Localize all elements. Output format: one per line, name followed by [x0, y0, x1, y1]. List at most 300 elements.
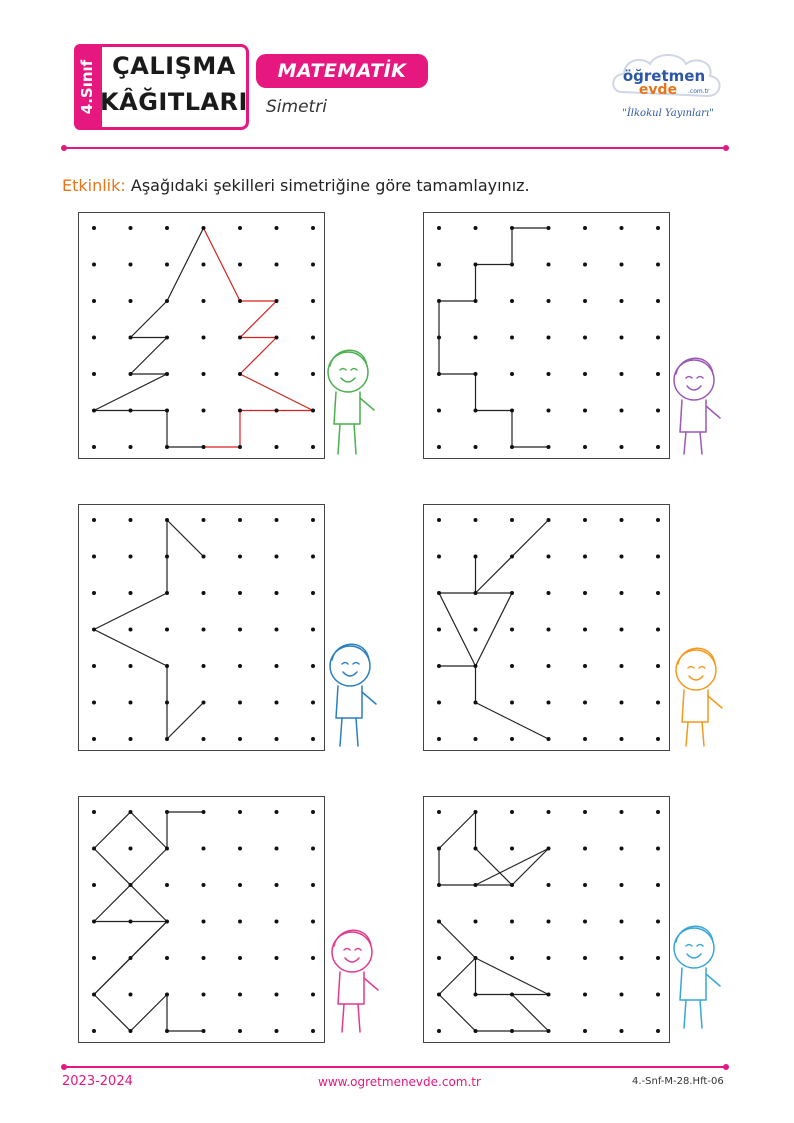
footer-dot-left [61, 1064, 67, 1070]
grid-dot [510, 628, 514, 632]
grid-dot [510, 226, 514, 230]
grid-dot [311, 226, 315, 230]
grid-dot [583, 810, 587, 814]
grid-dot [311, 993, 315, 997]
grid-dot [311, 555, 315, 559]
grid-dot [129, 810, 133, 814]
kid-legs [684, 432, 702, 454]
grid-dot [474, 372, 478, 376]
grid-dot [474, 956, 478, 960]
kid-illustration-4 [664, 640, 728, 752]
logo-text-1: öğretmen [622, 67, 706, 85]
grid-dot [510, 737, 514, 741]
grid-dot [311, 920, 315, 924]
grid-dot [510, 1029, 514, 1033]
logo-tagline: "İlkokul Yayınları" [622, 108, 714, 119]
grid-dot [165, 518, 169, 522]
instruction-label: Etkinlik: [62, 176, 126, 195]
grid-dot [92, 226, 96, 230]
grid-dot [238, 920, 242, 924]
grid-dot [238, 810, 242, 814]
grid-dot [275, 883, 279, 887]
grid-dot [474, 701, 478, 705]
grid-dot [656, 226, 660, 230]
grid-dot [437, 409, 441, 413]
grid-dot [474, 810, 478, 814]
grid-dot [437, 701, 441, 705]
grid-dot [510, 664, 514, 668]
grid-dot [510, 810, 514, 814]
grid-dot [656, 372, 660, 376]
publisher-logo [608, 48, 726, 122]
grid-panel-star-right [423, 504, 670, 751]
grid-dot [656, 1029, 660, 1033]
grid-dot [510, 993, 514, 997]
grid-dot [238, 847, 242, 851]
grid-dot [547, 445, 551, 449]
grid-dot [238, 883, 242, 887]
grid-dot [547, 518, 551, 522]
grid-dot [202, 591, 206, 595]
grid-dot [129, 993, 133, 997]
grid-dot [275, 372, 279, 376]
grid-dot [92, 883, 96, 887]
grid-dot [92, 409, 96, 413]
grid-dot [656, 810, 660, 814]
grid-dot [129, 299, 133, 303]
grid-panel-stairs [423, 212, 670, 459]
grid-panel-arrows-left [78, 796, 325, 1043]
footer-dot-right [723, 1064, 729, 1070]
grid-dot [275, 591, 279, 595]
grid-dot [165, 591, 169, 595]
grid-dot [437, 737, 441, 741]
grid-dot [510, 883, 514, 887]
grid-dot [547, 810, 551, 814]
grid-dot [202, 883, 206, 887]
grid-dot [474, 518, 478, 522]
grid-dot [547, 701, 551, 705]
grid-dot [129, 737, 133, 741]
grid-dot [583, 956, 587, 960]
grid-dot [474, 628, 478, 632]
grid-dot [202, 993, 206, 997]
grid-dot [275, 993, 279, 997]
grid-dot [238, 591, 242, 595]
grid-dot [311, 263, 315, 267]
grid-dot [202, 956, 206, 960]
kid-body [336, 686, 362, 718]
grid-dot [437, 920, 441, 924]
grid-dot [547, 1029, 551, 1033]
grid-dot [437, 883, 441, 887]
grid-dot [656, 920, 660, 924]
grid-dot [311, 1029, 315, 1033]
grid-dot [202, 226, 206, 230]
grid-dot [92, 810, 96, 814]
grid-dot [474, 336, 478, 340]
grid-dot [202, 555, 206, 559]
grid-dot [311, 847, 315, 851]
grid-dot [547, 847, 551, 851]
grade-label: 4.Sınıf [78, 59, 96, 115]
grid-dot [620, 555, 624, 559]
grid-dot [238, 372, 242, 376]
grid-dot [275, 737, 279, 741]
kid-eyes [344, 949, 361, 951]
grid-dot [311, 883, 315, 887]
grid-panel-tree [78, 212, 325, 459]
grid-dot [202, 299, 206, 303]
instruction [62, 176, 530, 195]
grid-dot [547, 226, 551, 230]
grid-dot [583, 1029, 587, 1033]
grid-dot [656, 518, 660, 522]
grid-dot [620, 628, 624, 632]
grid-dot [620, 445, 624, 449]
grid-frame [79, 797, 325, 1043]
grid-dot [202, 628, 206, 632]
grid-dot [474, 664, 478, 668]
footer-code: 4.-Snf-M-28.Hft-06 [632, 1076, 724, 1087]
kid-body [680, 968, 706, 1000]
kid-body [334, 392, 360, 424]
grid-dot [510, 518, 514, 522]
grid-dot [583, 263, 587, 267]
grid-dot [275, 628, 279, 632]
grid-dot [92, 336, 96, 340]
grid-dot [238, 336, 242, 340]
grid-dot [474, 883, 478, 887]
kid-legs [684, 1000, 702, 1028]
grid-dot [474, 920, 478, 924]
grid-dot [656, 628, 660, 632]
kid-arm [708, 696, 722, 708]
grid-dot [474, 226, 478, 230]
topic-label: Simetri [266, 97, 327, 117]
grid-frame [424, 213, 670, 459]
grid-dot [437, 226, 441, 230]
kid-legs [340, 718, 358, 746]
grid-dot [92, 299, 96, 303]
kid-eyes [686, 377, 703, 379]
grid-dot [311, 409, 315, 413]
grid-dot [129, 445, 133, 449]
grid-dot [656, 591, 660, 595]
grid-dot [238, 664, 242, 668]
grid-dot [620, 591, 624, 595]
grid-dot [92, 518, 96, 522]
grid-dot [92, 445, 96, 449]
grid-dot [656, 956, 660, 960]
grid-dot [547, 737, 551, 741]
grid-dot [238, 226, 242, 230]
grid-dot [165, 920, 169, 924]
kid-arm [706, 406, 720, 418]
grid-dot [620, 372, 624, 376]
kid-eyes [688, 667, 705, 669]
grid-dot [620, 263, 624, 267]
grid-dot [547, 299, 551, 303]
grid-dot [474, 555, 478, 559]
grid-dot [547, 263, 551, 267]
header-divider [64, 147, 728, 149]
grid-dot [474, 445, 478, 449]
grid-dot [583, 628, 587, 632]
kid-body [682, 690, 708, 722]
grid-dot [437, 664, 441, 668]
kid-body [338, 972, 364, 1004]
grid-dot [129, 372, 133, 376]
grid-dot [583, 847, 587, 851]
grid-dot [474, 847, 478, 851]
grid-dot [510, 920, 514, 924]
grid-dot [437, 956, 441, 960]
grid-dot [510, 299, 514, 303]
instruction-text: Aşağıdaki şekilleri simetriğine göre tamamlayınız. [130, 176, 530, 195]
grid-dot [547, 409, 551, 413]
grid-dot [92, 263, 96, 267]
grid-dot [92, 956, 96, 960]
grid-dot [202, 664, 206, 668]
grid-dot [202, 701, 206, 705]
kid-smile [341, 378, 355, 382]
grid-dot [583, 993, 587, 997]
grid-dot [165, 810, 169, 814]
grid-dot [92, 372, 96, 376]
grid-dot [165, 226, 169, 230]
grid-dot [92, 847, 96, 851]
grid-panel-star-left [78, 504, 325, 751]
grid-dot [620, 409, 624, 413]
grid-dot [129, 628, 133, 632]
grid-dot [311, 810, 315, 814]
grid-dot [165, 737, 169, 741]
grid-dot [547, 591, 551, 595]
grid-dot [129, 591, 133, 595]
grid-dot [510, 956, 514, 960]
grid-dot [238, 956, 242, 960]
grid-dot [656, 701, 660, 705]
grid-dot [437, 847, 441, 851]
grid-dot [583, 737, 587, 741]
kid-smile [343, 672, 357, 676]
grid-dot [583, 555, 587, 559]
grid-dot [583, 299, 587, 303]
grid-dot [547, 993, 551, 997]
grid-dot [129, 701, 133, 705]
grid-dot [275, 664, 279, 668]
grid-dot [202, 445, 206, 449]
grid-dot [202, 263, 206, 267]
kid-eyes [342, 663, 359, 665]
grid-dot [165, 372, 169, 376]
grid-dot [165, 263, 169, 267]
grid-dot [311, 664, 315, 668]
grid-dot [510, 409, 514, 413]
subject-badge [256, 54, 428, 88]
grid-dot [238, 299, 242, 303]
kid-illustration-3 [320, 636, 380, 752]
grid-dot [238, 555, 242, 559]
grid-dot [656, 409, 660, 413]
grid-dot [656, 336, 660, 340]
grid-dot [202, 737, 206, 741]
kid-smile [345, 958, 359, 962]
grid-dot [275, 810, 279, 814]
grid-dot [620, 336, 624, 340]
grid-dot [510, 591, 514, 595]
grid-dot [238, 445, 242, 449]
grid-dot [129, 664, 133, 668]
grid-dot [275, 847, 279, 851]
kid-legs [342, 1004, 360, 1032]
grid-frame [424, 505, 670, 751]
kid-legs [686, 722, 704, 746]
grid-dot [620, 810, 624, 814]
grid-dot [583, 336, 587, 340]
grid-dot [656, 445, 660, 449]
grid-dot [620, 518, 624, 522]
grid-dot [275, 226, 279, 230]
grid-dot [238, 737, 242, 741]
grid-dot [583, 372, 587, 376]
grid-dot [129, 1029, 133, 1033]
kid-illustration-1 [318, 342, 378, 460]
kid-arm [706, 974, 720, 986]
grid-dot [583, 664, 587, 668]
grid-dot [437, 518, 441, 522]
grid-dot [92, 701, 96, 705]
grid-dot [474, 591, 478, 595]
subject-label: MATEMATİK [277, 60, 407, 82]
grid-dot [202, 372, 206, 376]
grid-dot [202, 518, 206, 522]
grid-dot [510, 263, 514, 267]
grid-dot [238, 701, 242, 705]
footer-year: 2023-2024 [62, 1074, 133, 1089]
grid-dot [510, 847, 514, 851]
grid-dot [311, 299, 315, 303]
grid-dot [547, 336, 551, 340]
grid-dot [547, 883, 551, 887]
grid-dot [656, 737, 660, 741]
grid-dot [165, 956, 169, 960]
grid-dot [202, 1029, 206, 1033]
grid-dot [510, 336, 514, 340]
grid-dot [275, 555, 279, 559]
kid-illustration-5 [320, 922, 384, 1038]
kid-arm [364, 978, 378, 990]
grade-label-box [74, 44, 100, 130]
kid-legs [338, 424, 356, 454]
grid-dot [620, 664, 624, 668]
title-line-2: KÂĞITLARI [100, 88, 248, 116]
grid-dot [311, 591, 315, 595]
grid-dot [129, 920, 133, 924]
grid-dot [275, 409, 279, 413]
grid-dot [238, 263, 242, 267]
grid-dot [474, 993, 478, 997]
grid-dot [165, 409, 169, 413]
grid-dot [547, 664, 551, 668]
kid-smile [687, 386, 701, 390]
grid-dot [311, 518, 315, 522]
grid-dot [92, 591, 96, 595]
kid-illustration-2 [664, 350, 724, 460]
grid-dot [510, 555, 514, 559]
grid-dot [437, 445, 441, 449]
grid-dot [510, 701, 514, 705]
grid-dot [656, 847, 660, 851]
grid-dot [311, 956, 315, 960]
grid-dot [129, 883, 133, 887]
grid-dot [238, 628, 242, 632]
grid-dot [129, 409, 133, 413]
grid-dot [474, 737, 478, 741]
kid-eyes [686, 945, 703, 947]
grid-dot [92, 664, 96, 668]
grid-frame [424, 797, 670, 1043]
grid-dot [620, 883, 624, 887]
grid-dot [474, 409, 478, 413]
grid-frame [79, 505, 325, 751]
grid-dot [547, 628, 551, 632]
grid-dot [275, 518, 279, 522]
grid-dot [474, 299, 478, 303]
grid-dot [510, 372, 514, 376]
divider-dot-left [61, 145, 67, 151]
grid-dot [275, 956, 279, 960]
grid-dot [620, 1029, 624, 1033]
grid-dot [311, 628, 315, 632]
grid-dot [202, 409, 206, 413]
divider-dot-right [723, 145, 729, 151]
grid-dot [583, 518, 587, 522]
grid-dot [275, 445, 279, 449]
grid-dot [437, 810, 441, 814]
grid-dot [129, 263, 133, 267]
grid-dot [583, 226, 587, 230]
grid-dot [165, 664, 169, 668]
grid-dot [583, 445, 587, 449]
grid-dot [311, 372, 315, 376]
grid-dot [165, 993, 169, 997]
grid-dot [437, 555, 441, 559]
grid-dot [583, 409, 587, 413]
grid-dot [547, 920, 551, 924]
grid-dot [275, 701, 279, 705]
grid-dot [311, 737, 315, 741]
grid-dot [165, 336, 169, 340]
footer-website[interactable]: www.ogretmenevde.com.tr [318, 1075, 481, 1089]
grid-dot [437, 336, 441, 340]
grid-dot [275, 263, 279, 267]
grid-dot [547, 372, 551, 376]
grid-dot [311, 445, 315, 449]
grid-dot [311, 701, 315, 705]
footer-divider [64, 1066, 728, 1068]
grid-dot [165, 883, 169, 887]
grid-dot [129, 226, 133, 230]
grid-dot [129, 336, 133, 340]
grid-dot [437, 299, 441, 303]
grid-dot [165, 628, 169, 632]
grid-dot [129, 555, 133, 559]
grid-dot [437, 591, 441, 595]
grid-dot [620, 956, 624, 960]
grid-dot [620, 993, 624, 997]
